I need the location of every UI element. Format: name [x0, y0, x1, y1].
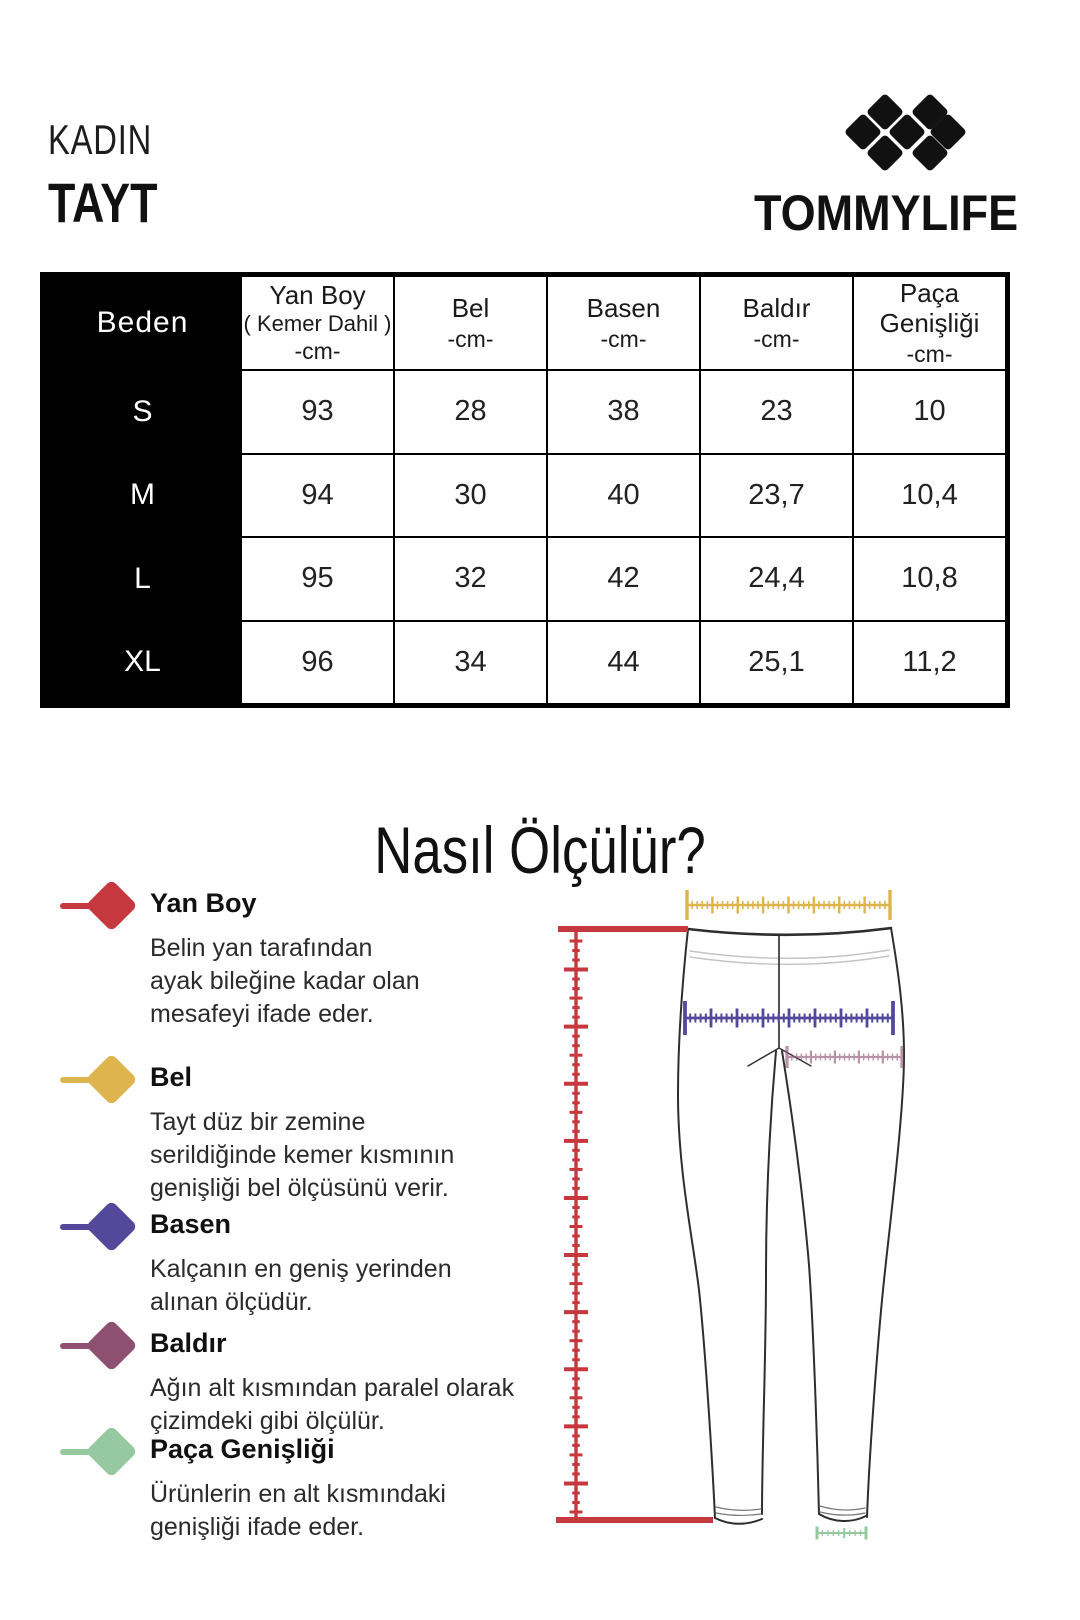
legend-item-paca-genisligi: Paça Genişliği Ürünlerin en alt kısmındaki genişliği ifade eder. — [40, 1432, 600, 1544]
cell-xl-baldir: 25,1 — [701, 622, 852, 704]
cell-xl-bel: 34 — [395, 622, 546, 704]
cell-l-paca: 10,8 — [854, 538, 1005, 620]
legend-item-bel: Bel Tayt düz bir zemine serildiğinde kemer kısmının genişliği bel ölçüsünü verir. — [40, 1060, 600, 1205]
row-header-l: L — [45, 538, 240, 620]
legend-item-basen: Basen Kalçanın en geniş yerinden alınan ölçüdür. — [40, 1207, 600, 1319]
cell-l-basen: 42 — [548, 538, 699, 620]
bel-diamond-marker-icon — [40, 1060, 150, 1100]
column-header-bel: Bel -cm- — [395, 277, 546, 369]
column-header-baldir: Baldır -cm- — [701, 277, 852, 369]
product-name: TAYT — [48, 171, 158, 234]
cell-s-baldir: 23 — [701, 371, 852, 453]
column-header-paca-genisligi: Paça Genişliği -cm- — [854, 277, 1005, 369]
basen-ruler — [685, 1001, 893, 1035]
how-to-measure-title: Nasıl Ölçülür? — [374, 813, 706, 887]
column-header-yan-boy: Yan Boy ( Kemer Dahil ) -cm- — [242, 277, 393, 369]
cell-xl-yan-boy: 96 — [242, 622, 393, 704]
row-header-m: M — [45, 455, 240, 537]
cell-l-baldir: 24,4 — [701, 538, 852, 620]
legend-item-baldir: Baldır Ağın alt kısmından paralel olarak çizimdeki gibi ölçülür. — [40, 1326, 600, 1438]
leggings-measurement-diagram — [540, 845, 1020, 1560]
cell-s-bel: 28 — [395, 371, 546, 453]
paca-genisligi-diamond-marker-icon — [40, 1432, 150, 1472]
cell-m-bel: 30 — [395, 455, 546, 537]
table-corner-header: Beden — [45, 277, 240, 369]
row-header-xl: XL — [45, 622, 240, 704]
legend-desc-paca-genisligi: Ürünlerin en alt kısmındaki genişliği ifade eder. — [150, 1480, 446, 1541]
row-header-s: S — [45, 371, 240, 453]
cell-s-basen: 38 — [548, 371, 699, 453]
cell-l-bel: 32 — [395, 538, 546, 620]
baldir-ruler — [787, 1046, 902, 1068]
product-title-block — [48, 118, 185, 232]
cell-s-yan-boy: 93 — [242, 371, 393, 453]
cell-l-yan-boy: 95 — [242, 538, 393, 620]
size-table — [40, 272, 1010, 708]
legend-desc-bel: Tayt düz bir zemine serildiğinde kemer kısmının genişliği bel ölçüsünü verir. — [150, 1108, 455, 1202]
product-category: KADIN — [48, 116, 153, 163]
legend-desc-baldir: Ağın alt kısmından paralel olarak çizimdeki gibi ölçülür. — [150, 1374, 515, 1435]
cell-s-paca: 10 — [854, 371, 1005, 453]
cell-m-baldir: 23,7 — [701, 455, 852, 537]
cell-xl-basen: 44 — [548, 622, 699, 704]
cell-m-basen: 40 — [548, 455, 699, 537]
cell-xl-paca: 11,2 — [854, 622, 1005, 704]
tommylife-diamonds-logo-icon — [840, 86, 975, 178]
yan-boy-diamond-marker-icon — [40, 886, 150, 926]
basen-diamond-marker-icon — [40, 1207, 150, 1247]
paca-genisligi-ruler — [817, 1527, 866, 1540]
brand-name: TOMMYLIFE — [754, 185, 1019, 241]
legend-desc-basen: Kalçanın en geniş yerinden alınan ölçüdür. — [150, 1255, 452, 1316]
legend-desc-yan-boy: Belin yan tarafından ayak bileğine kadar olan mesafeyi ifade eder. — [150, 934, 420, 1028]
cell-m-yan-boy: 94 — [242, 455, 393, 537]
legend-item-yan-boy: Yan Boy Belin yan tarafından ayak bileğine kadar olan mesafeyi ifade eder. — [40, 886, 600, 1031]
bel-ruler — [687, 890, 890, 920]
cell-m-paca: 10,4 — [854, 455, 1005, 537]
column-header-basen: Basen -cm- — [548, 277, 699, 369]
baldir-diamond-marker-icon — [40, 1326, 150, 1366]
